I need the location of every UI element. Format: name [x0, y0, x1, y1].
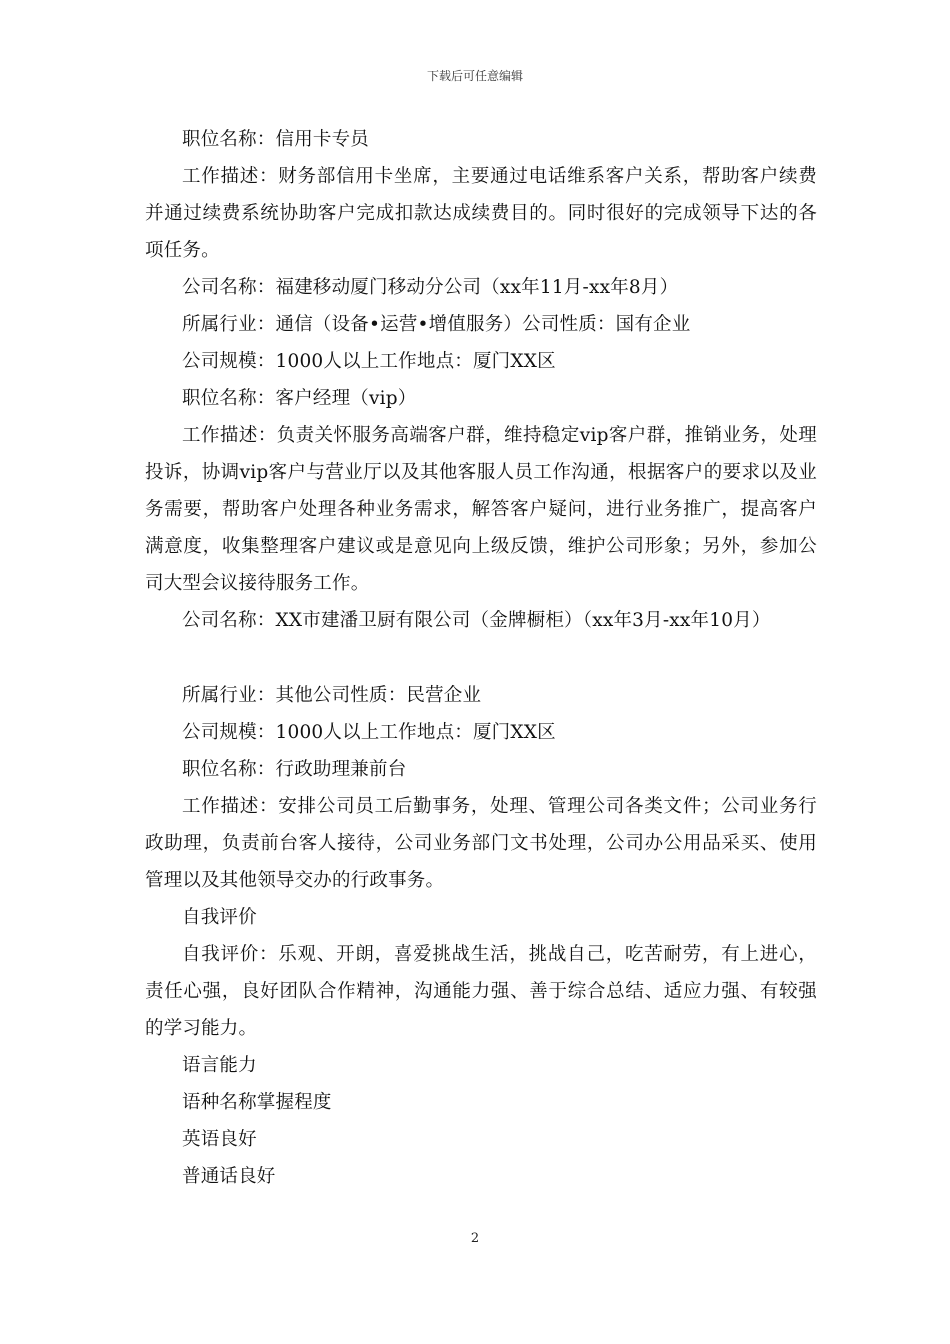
language-table-header: 语种名称掌握程度	[182, 1092, 332, 1113]
job-description-credit-card: 工作描述：财务部信用卡坐席，主要通过电话维系客户关系，帮助客户续费并通过续费系统协助客户完成扣款达成续费目的。同时很好的完成领导下达的各项任务。	[145, 166, 817, 261]
position-title-admin: 职位名称：行政助理兼前台	[182, 759, 407, 780]
self-evaluation-text: 自我评价：乐观、开朗，喜爱挑战生活，挑战自己，吃苦耐劳，有上进心，责任心强，良好团队合作精神，沟通能力强、善于综合总结、适应力强、有较强的学习能力。	[145, 944, 817, 1039]
page-header: 下载后可任意编辑	[426, 69, 523, 83]
company-name-mobile: 公司名称：福建移动厦门移动分公司（xx年11月-xx年8月）	[182, 277, 679, 298]
page-number: 2	[470, 1231, 480, 1246]
language-skills-heading: 语言能力	[182, 1055, 257, 1076]
industry-mobile: 所属行业：通信（设备•运营•增值服务）公司性质：国有企业	[182, 314, 691, 335]
position-title-account-manager: 职位名称：客户经理（vip）	[182, 388, 417, 409]
document-body	[145, 121, 817, 1195]
language-mandarin: 普通话良好	[182, 1166, 276, 1187]
company-name-kitchen: 公司名称：XX市建潘卫厨有限公司（金牌橱柜）（xx年3月-xx年10月）	[182, 610, 771, 631]
industry-kitchen: 所属行业：其他公司性质：民营企业	[182, 685, 482, 706]
job-description-admin: 工作描述：安排公司员工后勤事务，处理、管理公司各类文件；公司业务行政助理，负责前台客人接待，公司业务部门文书处理，公司办公用品采买、使用管理以及其他领导交办的行政事务。	[145, 796, 817, 891]
company-size-kitchen: 公司规模：1000人以上工作地点：厦门XX区	[182, 722, 556, 743]
company-size-mobile: 公司规模：1000人以上工作地点：厦门XX区	[182, 351, 556, 372]
job-description-account-manager: 工作描述：负责关怀服务高端客户群，维持稳定vip客户群，推销业务，处理投诉，协调vip客户与营业厅以及其他客服人员工作沟通，根据客户的要求以及业务需要，帮助客户处理各种业务需求，解答客户疑问，进行业务推广，提高客户满意度，收集整理客户建议或是意见向上级反馈，维护公司形象；另外，参加公司大型会议接待服务工作。	[145, 425, 817, 594]
spacer	[145, 639, 817, 677]
position-title-credit-card: 职位名称：信用卡专员	[182, 129, 370, 150]
self-evaluation-heading: 自我评价	[182, 907, 257, 928]
language-english: 英语良好	[182, 1129, 257, 1150]
